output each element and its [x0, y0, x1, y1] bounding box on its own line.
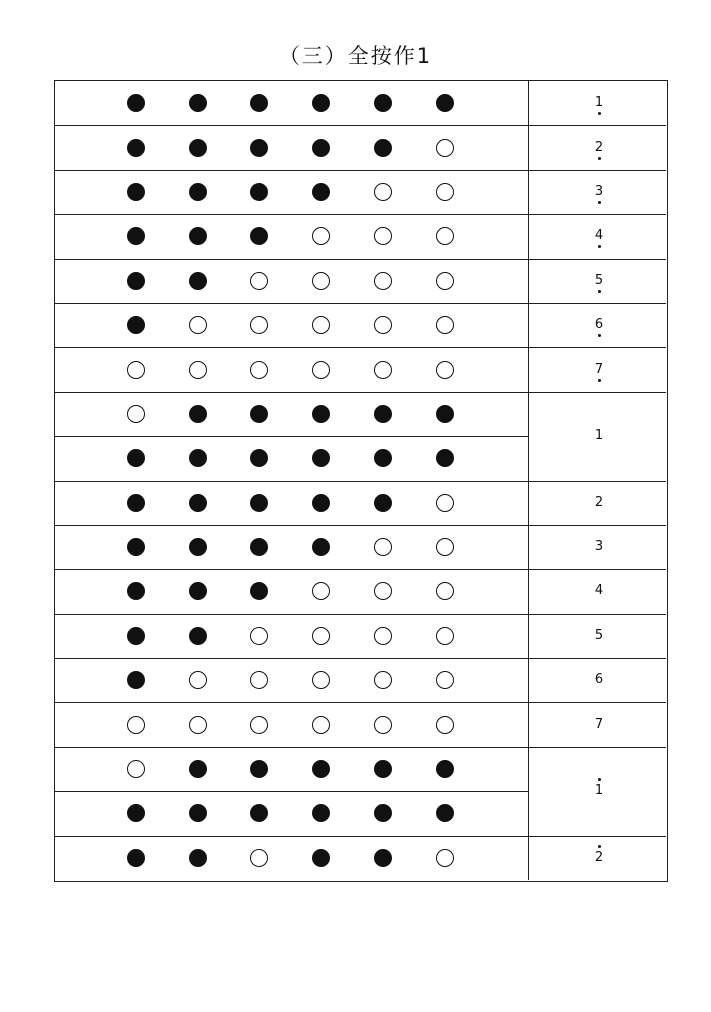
note-label: 1 [594, 428, 604, 444]
row-divider [55, 836, 666, 837]
closed-hole [189, 272, 207, 290]
closed-hole [250, 227, 268, 245]
open-hole [374, 716, 392, 734]
open-hole [250, 361, 268, 379]
high-octave-dot [598, 778, 601, 781]
closed-hole [374, 405, 392, 423]
closed-hole [374, 494, 392, 512]
open-hole [436, 494, 454, 512]
closed-hole [189, 627, 207, 645]
open-hole [436, 538, 454, 556]
note-label: 1 [529, 784, 669, 797]
open-hole [374, 582, 392, 600]
note-label: 2 [529, 851, 669, 864]
note-label: 5 [594, 627, 604, 643]
row-divider [55, 569, 666, 570]
closed-hole [189, 760, 207, 778]
open-hole [312, 316, 330, 334]
closed-hole [374, 849, 392, 867]
row-divider [55, 436, 528, 437]
open-hole [436, 183, 454, 201]
closed-hole [189, 849, 207, 867]
low-octave-dot [598, 112, 601, 115]
closed-hole [312, 94, 330, 112]
closed-hole [312, 849, 330, 867]
closed-hole [127, 183, 145, 201]
open-hole [374, 183, 392, 201]
open-hole [250, 272, 268, 290]
row-divider [55, 525, 666, 526]
open-hole [374, 538, 392, 556]
closed-hole [250, 405, 268, 423]
closed-hole [189, 183, 207, 201]
closed-hole [127, 627, 145, 645]
row-divider [55, 303, 666, 304]
row-divider [55, 392, 666, 393]
open-hole [312, 671, 330, 689]
closed-hole [189, 405, 207, 423]
open-hole [436, 671, 454, 689]
closed-hole [312, 139, 330, 157]
row-divider [55, 791, 528, 792]
note-label: 4 [529, 229, 669, 242]
open-hole [127, 760, 145, 778]
open-hole [436, 227, 454, 245]
open-hole [127, 716, 145, 734]
open-hole [250, 316, 268, 334]
closed-hole [127, 582, 145, 600]
row-divider [55, 614, 666, 615]
open-hole [374, 671, 392, 689]
closed-hole [250, 139, 268, 157]
open-hole [189, 671, 207, 689]
closed-hole [189, 582, 207, 600]
open-hole [436, 272, 454, 290]
open-hole [189, 316, 207, 334]
closed-hole [127, 494, 145, 512]
note-label: 3 [529, 185, 669, 198]
open-hole [250, 716, 268, 734]
closed-hole [436, 804, 454, 822]
closed-hole [312, 183, 330, 201]
note-label: 1 [529, 96, 669, 109]
open-hole [312, 227, 330, 245]
low-octave-dot [598, 245, 601, 248]
open-hole [312, 716, 330, 734]
open-hole [436, 582, 454, 600]
closed-hole [374, 449, 392, 467]
row-divider [55, 347, 666, 348]
open-hole [436, 627, 454, 645]
closed-hole [189, 94, 207, 112]
closed-hole [189, 804, 207, 822]
open-hole [374, 361, 392, 379]
note-label: 2 [594, 494, 604, 510]
closed-hole [312, 405, 330, 423]
closed-hole [127, 671, 145, 689]
open-hole [127, 405, 145, 423]
closed-hole [250, 760, 268, 778]
closed-hole [127, 227, 145, 245]
open-hole [250, 627, 268, 645]
fingering-chart [54, 80, 668, 882]
note-label: 7 [529, 363, 669, 376]
open-hole [436, 361, 454, 379]
note-label: 7 [594, 716, 604, 732]
open-hole [312, 582, 330, 600]
closed-hole [312, 760, 330, 778]
high-octave-dot [598, 845, 601, 848]
low-octave-dot [598, 379, 601, 382]
open-hole [374, 227, 392, 245]
row-divider [55, 259, 666, 260]
closed-hole [189, 227, 207, 245]
row-divider [55, 747, 666, 748]
open-hole [250, 849, 268, 867]
low-octave-dot [598, 290, 601, 293]
low-octave-dot [598, 157, 601, 160]
closed-hole [250, 804, 268, 822]
open-hole [436, 316, 454, 334]
closed-hole [436, 449, 454, 467]
note-label: 6 [594, 672, 604, 688]
open-hole [127, 361, 145, 379]
row-divider [55, 170, 666, 171]
row-divider [55, 125, 666, 126]
closed-hole [250, 582, 268, 600]
closed-hole [436, 94, 454, 112]
closed-hole [127, 449, 145, 467]
closed-hole [189, 139, 207, 157]
closed-hole [436, 760, 454, 778]
closed-hole [374, 804, 392, 822]
note-label: 6 [529, 318, 669, 331]
closed-hole [189, 494, 207, 512]
note-label: 3 [594, 539, 604, 555]
closed-hole [250, 449, 268, 467]
low-octave-dot [598, 201, 601, 204]
note-label: 5 [529, 274, 669, 287]
row-divider [55, 702, 666, 703]
row-divider [55, 481, 666, 482]
open-hole [312, 361, 330, 379]
open-hole [436, 849, 454, 867]
closed-hole [250, 94, 268, 112]
closed-hole [250, 538, 268, 556]
closed-hole [312, 804, 330, 822]
open-hole [312, 627, 330, 645]
open-hole [312, 272, 330, 290]
closed-hole [374, 760, 392, 778]
closed-hole [127, 849, 145, 867]
closed-hole [312, 449, 330, 467]
closed-hole [127, 94, 145, 112]
note-label: 4 [594, 583, 604, 599]
row-divider [55, 658, 666, 659]
closed-hole [312, 538, 330, 556]
open-hole [374, 272, 392, 290]
closed-hole [250, 183, 268, 201]
closed-hole [189, 449, 207, 467]
closed-hole [127, 538, 145, 556]
note-label: 2 [529, 141, 669, 154]
closed-hole [127, 272, 145, 290]
closed-hole [312, 494, 330, 512]
closed-hole [250, 494, 268, 512]
low-octave-dot [598, 334, 601, 337]
open-hole [436, 716, 454, 734]
closed-hole [189, 538, 207, 556]
open-hole [436, 139, 454, 157]
open-hole [374, 627, 392, 645]
closed-hole [127, 139, 145, 157]
open-hole [189, 716, 207, 734]
open-hole [189, 361, 207, 379]
closed-hole [436, 405, 454, 423]
page-title: （三）全按作1 [278, 44, 433, 68]
open-hole [374, 316, 392, 334]
closed-hole [374, 94, 392, 112]
open-hole [250, 671, 268, 689]
closed-hole [374, 139, 392, 157]
closed-hole [127, 316, 145, 334]
closed-hole [127, 804, 145, 822]
row-divider [55, 214, 666, 215]
